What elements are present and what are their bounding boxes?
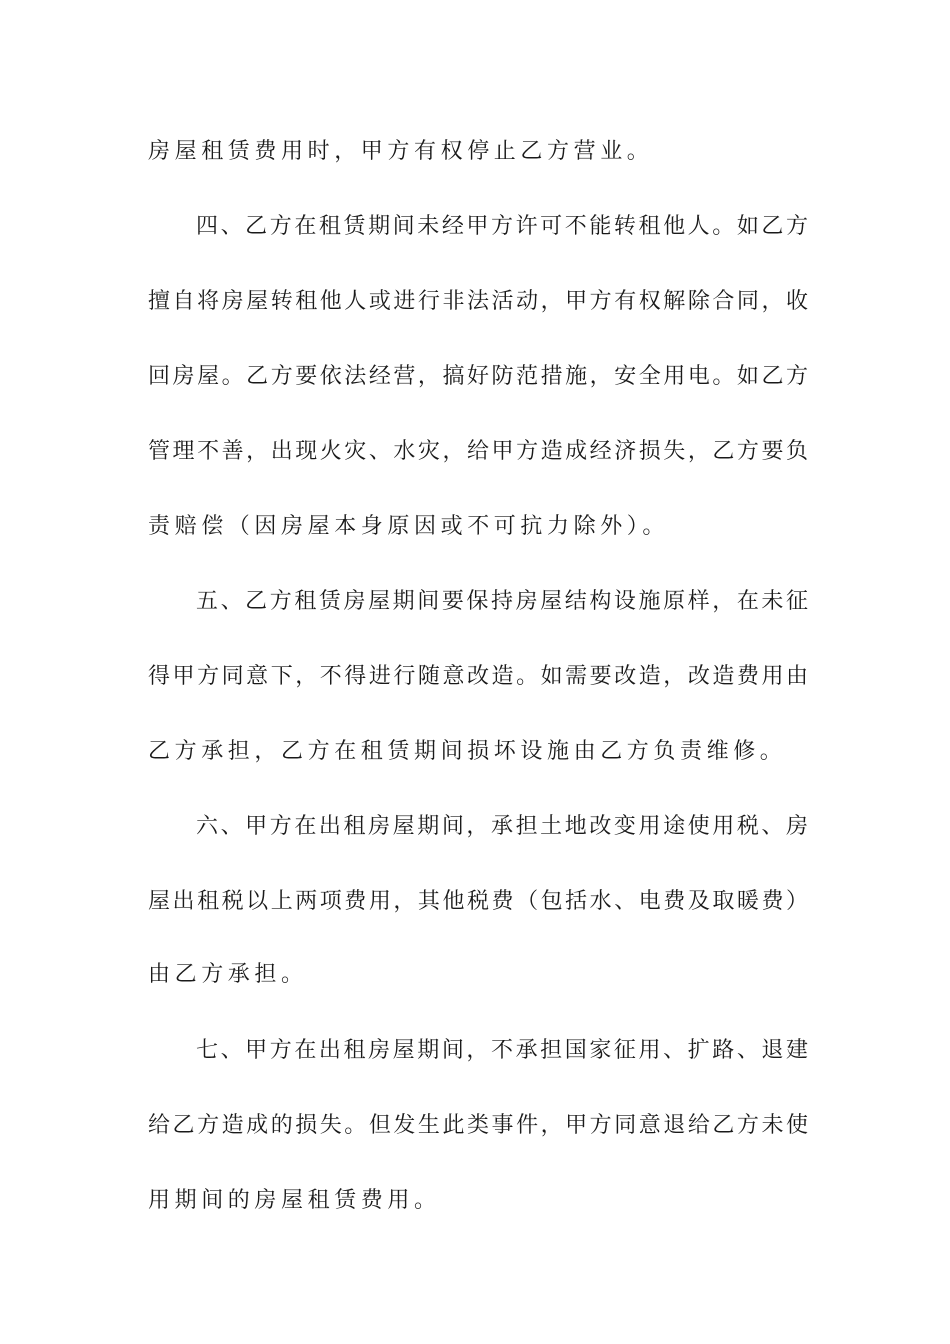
text-line: 管理不善，出现火灾、水灾，给甲方造成经济损失，乙方要负: [148, 439, 808, 464]
text-line: 擅自将房屋转租他人或进行非法活动，甲方有权解除合同，收: [148, 289, 808, 314]
paragraph-6-line-1: 六、甲方在出租房屋期间，承担土地改变用途使用税、房: [196, 814, 808, 839]
text-line: 屋出租税以上两项费用，其他税费（包括水、电费及取暖费）: [148, 889, 808, 914]
paragraph-7-line-1: 七、甲方在出租房屋期间，不承担国家征用、扩路、退建: [196, 1038, 808, 1063]
paragraph-5-line-1: 五、乙方租赁房屋期间要保持房屋结构设施原样，在未征: [196, 589, 808, 614]
text-line: 乙方承担，乙方在租赁期间损坏设施由乙方负责维修。: [148, 739, 787, 764]
text-line: 回房屋。乙方要依法经营，搞好防范措施，安全用电。如乙方: [148, 364, 808, 389]
text-line: 责赔偿（因房屋本身原因或不可抗力除外）。: [148, 514, 670, 539]
text-line: 得甲方同意下，不得进行随意改造。如需要改造，改造费用由: [148, 664, 808, 689]
text-line: 给乙方造成的损失。但发生此类事件，甲方同意退给乙方未使: [148, 1113, 808, 1138]
text-line: 房屋租赁费用时，甲方有权停止乙方营业。: [148, 139, 654, 164]
text-line: 用期间的房屋租赁费用。: [148, 1188, 441, 1213]
paragraph-4-line-1: 四、乙方在租赁期间未经甲方许可不能转租他人。如乙方: [196, 214, 808, 239]
text-line: 由乙方承担。: [148, 962, 308, 987]
